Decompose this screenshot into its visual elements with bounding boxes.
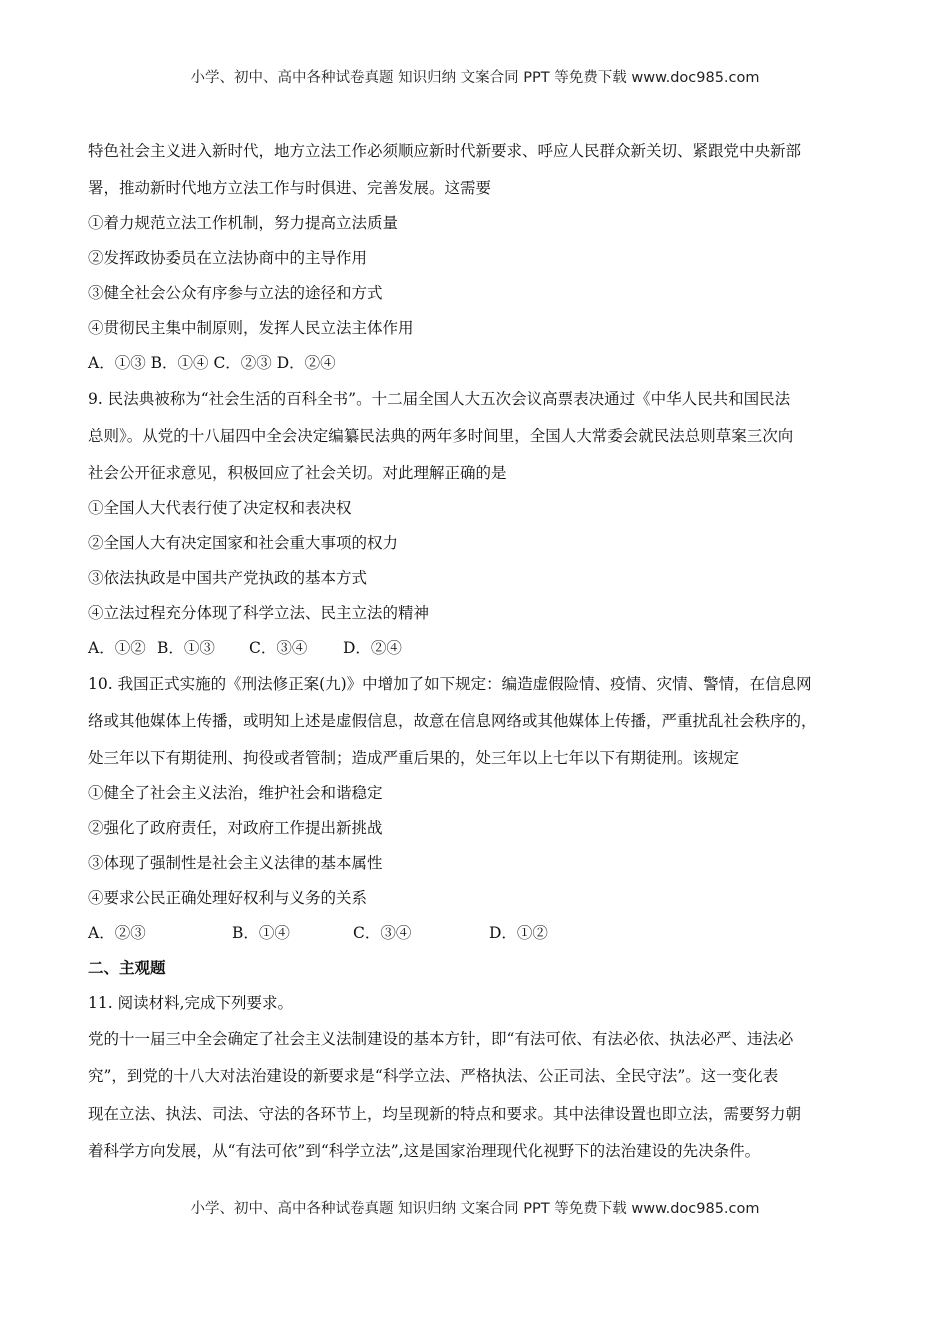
q9-option-a: A．①②: [88, 638, 146, 657]
q8-stem-line-2: 署，推动新时代地方立法工作与时俱进、完善发展。这需要: [88, 178, 492, 197]
q9-item-1: ①全国人大代表行使了决定权和表决权: [88, 498, 352, 517]
q9-item-2: ②全国人大有决定国家和社会重大事项的权力: [88, 533, 399, 552]
q10-stem-line-1: 10. 我国正式实施的《刑法修正案(九)》中增加了如下规定：编造虚假险情、疫情、灾情、警情，在信息网: [88, 674, 812, 693]
section-heading: 二、主观题: [88, 958, 166, 977]
q8-item-2: ②发挥政协委员在立法协商中的主导作用: [88, 248, 368, 267]
q8-stem-line-1: 特色社会主义进入新时代，地方立法工作必须顺应新时代新要求、呼应人民群众新关切、紧跟党中央新部: [88, 142, 802, 160]
q9-option-c: C．③④: [249, 638, 308, 657]
q10-stem-line-2: 络或其他媒体上传播，或明知上述是虚假信息，故意在信息网络或其他媒体上传播，严重扰乱社会秩序的，: [88, 712, 817, 730]
header-banner: 小学、初中、高中各种试卷真题 知识归纳 文案合同 PPT 等免费下载 www.doc985.com: [190, 70, 760, 86]
q10-options: [88, 916, 868, 951]
q9-option-b: B．①③: [157, 638, 215, 657]
q9-option-d: D．②④: [343, 638, 402, 657]
q10-item-3: ③体现了强制性是社会主义法律的基本属性: [88, 853, 383, 872]
q11-paragraph-line-3: 现在立法、执法、司法、守法的各环节上，均呈现新的特点和要求。其中法律设置也即立法，需要努力朝: [88, 1104, 802, 1123]
q8-item-3: ③健全社会公众有序参与立法的途径和方式: [88, 283, 383, 302]
q9-stem-line-2: 总则》。从党的十八届四中全会决定编纂民法典的两年多时间里，全国人大常委会就民法总则草案三次向: [88, 427, 794, 445]
q8-item-1: ①着力规范立法工作机制，努力提高立法质量: [88, 213, 399, 232]
q10-option-d: D．①②: [489, 923, 548, 942]
q11-paragraph-line-2: 究”，到党的十八大对法治建设的新要求是“科学立法、严格执法、公正司法、全民守法”。这一变化表: [88, 1067, 779, 1085]
q9-item-3: ③依法执政是中国共产党执政的基本方式: [88, 568, 368, 587]
q8-options: A．①③ B．①④ C．②③ D．②④: [88, 353, 336, 372]
q9-options: [88, 631, 868, 666]
q10-item-1: ①健全了社会主义法治，维护社会和谐稳定: [88, 783, 383, 802]
q11-paragraph-line-4: 着科学方向发展，从“有法可依”到“科学立法”,这是国家治理现代化视野下的法治建设的先决条件。: [88, 1142, 761, 1160]
footer-banner: 小学、初中、高中各种试卷真题 知识归纳 文案合同 PPT 等免费下载 www.doc985.com: [190, 1201, 760, 1217]
q10-item-2: ②强化了政府责任，对政府工作提出新挑战: [88, 818, 383, 837]
q11-stem: 11. 阅读材料,完成下列要求。: [88, 993, 294, 1012]
q10-option-a: A．②③: [88, 923, 146, 942]
q10-item-4: ④要求公民正确处理好权利与义务的关系: [88, 888, 368, 907]
document-body: [88, 133, 868, 1171]
q8-item-4: ④贯彻民主集中制原则，发挥人民立法主体作用: [88, 318, 414, 337]
q10-stem-line-3: 处三年以下有期徒刑、拘役或者管制；造成严重后果的，处三年以上七年以下有期徒刑。该规定: [88, 748, 740, 767]
q9-stem-line-3: 社会公开征求意见，积极回应了社会关切。对此理解正确的是: [88, 463, 507, 482]
q9-item-4: ④立法过程充分体现了科学立法、民主立法的精神: [88, 603, 430, 622]
q11-paragraph-line-1: 党的十一届三中全会确定了社会主义法制建设的基本方针，即“有法可依、有法必依、执法必严、违法必: [88, 1029, 794, 1048]
q10-option-c: C．③④: [353, 923, 412, 942]
q10-option-b: B．①④: [232, 923, 290, 942]
q9-stem-line-1: 9. 民法典被称为“社会生活的百科全书”。十二届全国人大五次会议高票表决通过《中华人民共和国民法: [88, 389, 791, 408]
